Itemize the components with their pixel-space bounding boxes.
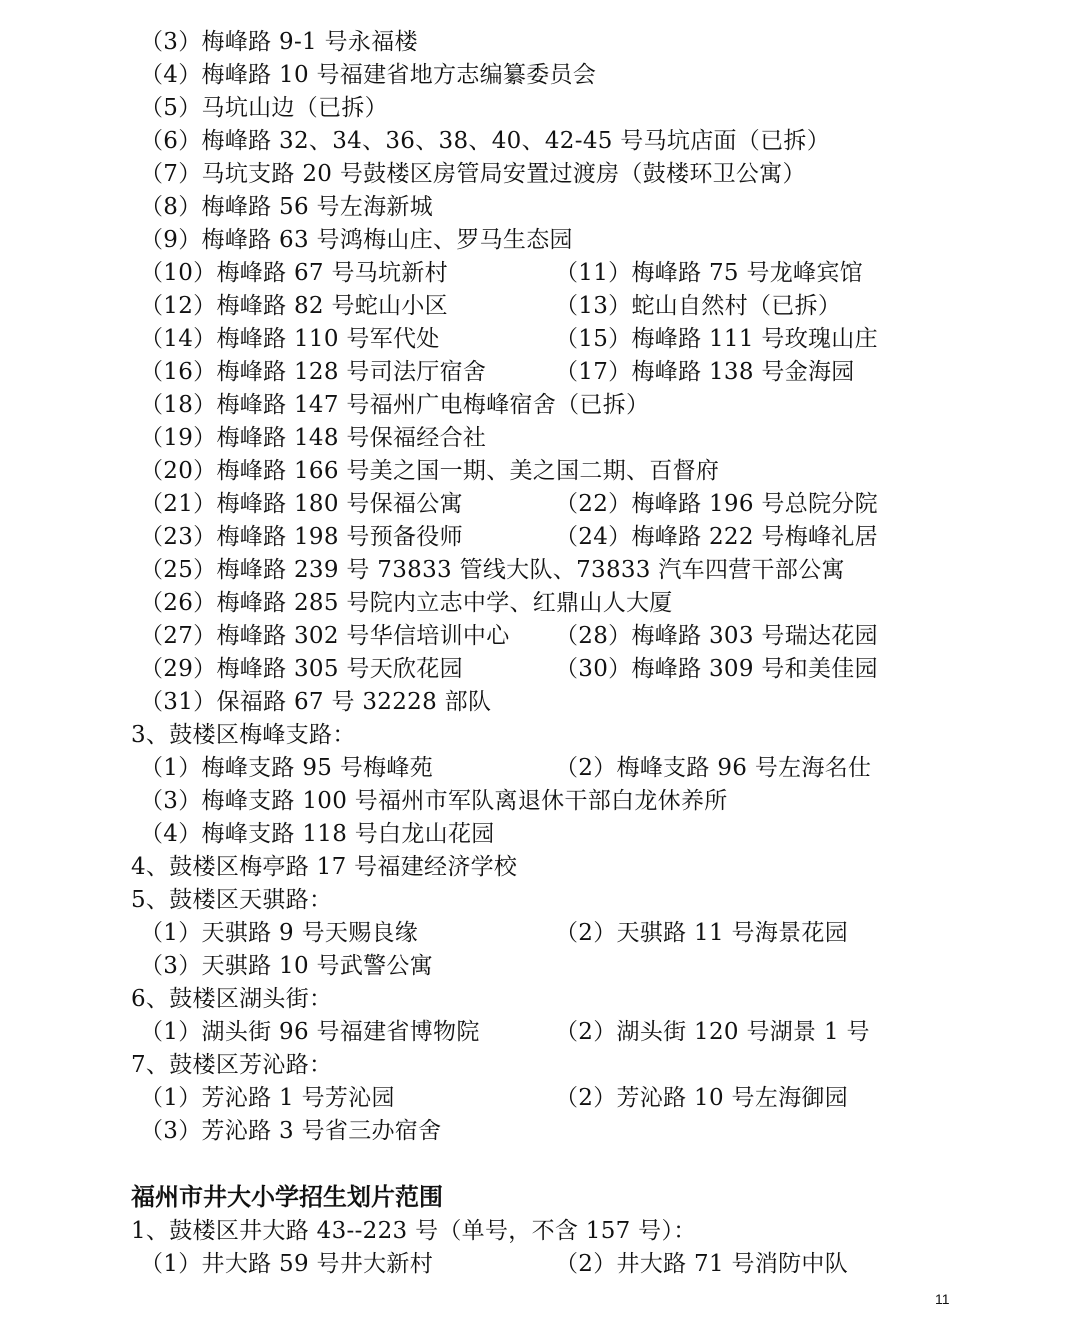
list-row <box>140 1248 849 1281</box>
section-heading: 6、鼓楼区湖头街： <box>131 986 333 1012</box>
list-row <box>140 653 878 686</box>
section-heading: 7、鼓楼区芳沁路： <box>131 1052 333 1078</box>
list-row <box>140 356 855 389</box>
list-item: （5）马坑山边（已拆） <box>140 95 388 121</box>
list-item: （28）梅峰路 303 号瑞达花园 <box>555 623 878 649</box>
section-heading: 1、鼓楼区井大路 43--223 号（单号，不含 157 号）： <box>131 1218 697 1244</box>
list-item: （2）湖头街 120 号湖景 1 号 <box>555 1019 870 1045</box>
list-item: （26）梅峰路 285 号院内立志中学、红鼎山人大厦 <box>140 590 673 616</box>
list-item: （30）梅峰路 309 号和美佳园 <box>555 656 878 682</box>
list-item: （15）梅峰路 111 号玫瑰山庄 <box>555 326 878 352</box>
list-row <box>140 323 878 356</box>
list-item: （12）梅峰路 82 号蛇山小区 <box>140 293 448 319</box>
list-item: （3）梅峰路 9-1 号永福楼 <box>140 29 418 55</box>
list-item: （6）梅峰路 32、34、36、38、40、42-45 号马坑店面（已拆） <box>140 128 830 154</box>
list-item: （31）保福路 67 号 32228 部队 <box>140 689 492 715</box>
list-item: （1）梅峰支路 95 号梅峰苑 <box>140 755 434 781</box>
list-item: （7）马坑支路 20 号鼓楼区房管局安置过渡房（鼓楼环卫公寓） <box>140 161 806 187</box>
list-item: （10）梅峰路 67 号马坑新村 <box>140 260 448 286</box>
list-item: （4）梅峰路 10 号福建省地方志编纂委员会 <box>140 62 597 88</box>
list-row <box>140 620 878 653</box>
section-heading: 3、鼓楼区梅峰支路： <box>131 722 356 748</box>
list-item: （18）梅峰路 147 号福州广电梅峰宿舍（已拆） <box>140 392 650 418</box>
list-row <box>140 488 878 521</box>
list-item: （2）井大路 71 号消防中队 <box>555 1251 849 1277</box>
list-item: （17）梅峰路 138 号金海园 <box>555 359 855 385</box>
list-item: （16）梅峰路 128 号司法厅宿舍 <box>140 359 487 385</box>
list-item: （1）天骐路 9 号天赐良缘 <box>140 920 419 946</box>
list-item: （1）井大路 59 号井大新村 <box>140 1251 434 1277</box>
list-row <box>140 917 849 950</box>
page-number: 11 <box>935 1291 950 1307</box>
list-item: （25）梅峰路 239 号 73833 管线大队、73833 汽车四营干部公寓 <box>140 557 845 583</box>
list-row <box>140 752 872 785</box>
list-row <box>140 1082 849 1115</box>
list-item: （24）梅峰路 222 号梅峰礼居 <box>555 524 878 550</box>
list-item: （3）天骐路 10 号武警公寓 <box>140 953 434 979</box>
list-item: （27）梅峰路 302 号华信培训中心 <box>140 623 510 649</box>
list-item: （8）梅峰路 56 号左海新城 <box>140 194 434 220</box>
list-item: （2）芳沁路 10 号左海御园 <box>555 1085 849 1111</box>
list-item: （21）梅峰路 180 号保福公寓 <box>140 491 463 517</box>
list-item: （1）芳沁路 1 号芳沁园 <box>140 1085 395 1111</box>
list-item: （3）芳沁路 3 号省三办宿舍 <box>140 1118 442 1144</box>
list-item: （1）湖头街 96 号福建省博物院 <box>140 1019 480 1045</box>
list-row <box>140 1016 870 1049</box>
list-row <box>140 521 878 554</box>
section-title: 福州市井大小学招生划片范围 <box>131 1183 443 1211</box>
list-item: （20）梅峰路 166 号美之国一期、美之国二期、百督府 <box>140 458 720 484</box>
section-heading: 4、鼓楼区梅亭路 17 号福建经济学校 <box>131 854 518 880</box>
list-row <box>140 290 842 323</box>
list-item: （13）蛇山自然村（已拆） <box>555 293 842 319</box>
list-item: （22）梅峰路 196 号总院分院 <box>555 491 878 517</box>
list-item: （29）梅峰路 305 号天欣花园 <box>140 656 463 682</box>
list-item: （11）梅峰路 75 号龙峰宾馆 <box>555 260 863 286</box>
list-item: （14）梅峰路 110 号军代处 <box>140 326 440 352</box>
list-item: （2）梅峰支路 96 号左海名仕 <box>555 755 872 781</box>
list-item: （4）梅峰支路 118 号白龙山花园 <box>140 821 495 847</box>
list-item: （19）梅峰路 148 号保福经合社 <box>140 425 487 451</box>
list-row <box>140 257 863 290</box>
section-heading: 5、鼓楼区天骐路： <box>131 887 333 913</box>
list-item: （23）梅峰路 198 号预备役师 <box>140 524 463 550</box>
list-item: （2）天骐路 11 号海景花园 <box>555 920 849 946</box>
list-item: （9）梅峰路 63 号鸿梅山庄、罗马生态园 <box>140 227 573 253</box>
list-item: （3）梅峰支路 100 号福州市军队离退休干部白龙休养所 <box>140 788 728 814</box>
